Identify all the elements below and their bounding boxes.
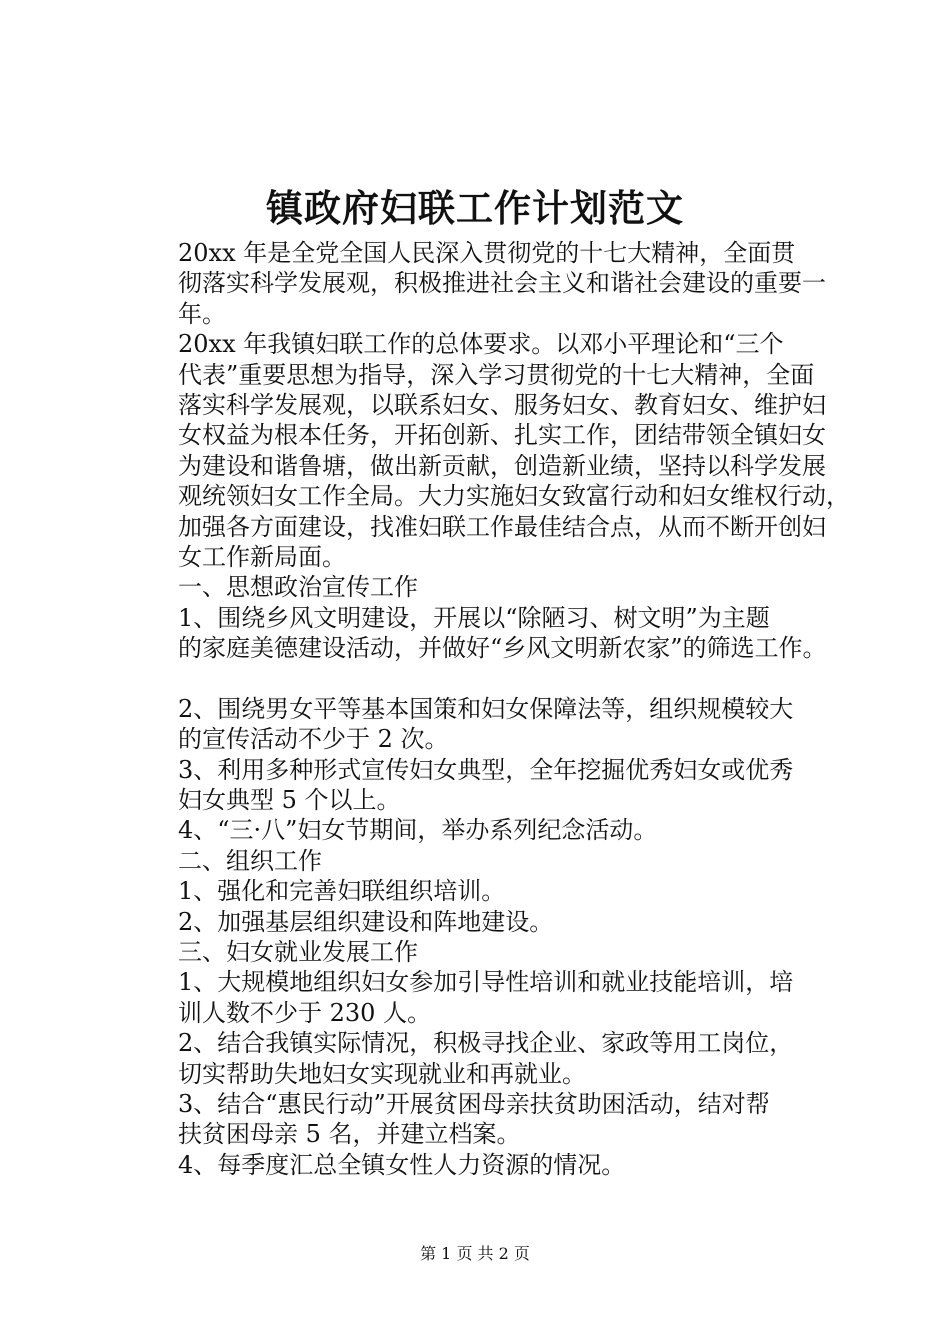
text-line: 3、结合“惠民行动”开展贫困母亲扶贫助困活动，结对帮 [178, 1089, 770, 1118]
list-item [130, 603, 830, 664]
text-line: 2、加强基层组织建设和阵地建设。 [178, 907, 554, 936]
text-line: 4、“三·八”妇女节期间，举办系列纪念活动。 [178, 816, 658, 845]
text-line: 的家庭美德建设活动，并做好“乡风文明新农家”的筛选工作。 [178, 634, 827, 663]
text-line: 20xx 年是全党全国人民深入贯彻党的十七大精神，全面贯 [178, 239, 796, 267]
list-item [130, 907, 830, 937]
list-item [130, 1028, 830, 1089]
page-footer [0, 1244, 950, 1264]
list-item [130, 967, 830, 1028]
text-line: 4、每季度汇总全镇女性人力资源的情况。 [178, 1150, 626, 1179]
text-line: 训人数不少于 230 人。 [178, 998, 432, 1027]
section-heading [130, 572, 830, 602]
text-line: 1、围绕乡风文明建设，开展以“除陋习、树文明”为主题 [178, 603, 770, 632]
document-title: 镇政府妇联工作计划范文 [266, 186, 684, 230]
section-heading [130, 846, 830, 876]
page-number-label: 第 1 页 共 2 页 [420, 1244, 530, 1263]
blank-line [130, 664, 830, 694]
list-item [130, 755, 830, 816]
text-line: 三、妇女就业发展工作 [178, 937, 418, 966]
text-line: 切实帮助失地妇女实现就业和再就业。 [178, 1059, 586, 1088]
text-line: 扶贫困母亲 5 名，并建立档案。 [178, 1120, 521, 1149]
text-line: 女权益为根本任务，开拓创新、扎实工作，团结带领全镇妇女 [178, 421, 826, 450]
text-line: 彻落实科学发展观，积极推进社会主义和谐社会建设的重要一 [178, 269, 826, 298]
text-line: 年。 [178, 299, 226, 328]
text-line: 观统领妇女工作全局。大力实施妇女致富行动和妇女维权行动， [178, 482, 850, 511]
text-line: 的宣传活动不少于 2 次。 [178, 725, 449, 754]
text-line: 2、结合我镇实际情况，积极寻找企业、家政等用工岗位， [178, 1029, 794, 1058]
text-line: 为建设和谐鲁塘，做出新贡献，创造新业绩，坚持以科学发展 [178, 451, 826, 480]
text-line: 落实科学发展观，以联系妇女、服务妇女、教育妇女、维护妇 [178, 391, 826, 420]
text-line: 加强各方面建设，找准妇联工作最佳结合点，从而不断开创妇 [178, 512, 826, 541]
text-line: 二、组织工作 [178, 846, 322, 875]
text-line: 妇女典型 5 个以上。 [178, 785, 401, 814]
text-line: 20xx 年我镇妇联工作的总体要求。以邓小平理论和“三个 [178, 330, 784, 359]
list-item [130, 1150, 830, 1180]
text-line: 女工作新局面。 [178, 543, 346, 572]
text-line: 2、围绕男女平等基本国策和妇女保障法等，组织规模较大 [178, 694, 794, 723]
text-line: 代表”重要思想为指导，深入学习贯彻党的十七大精神，全面 [178, 360, 815, 389]
paragraph-general-requirements [130, 329, 850, 572]
text-line: 1、大规模地组织妇女参加引导性培训和就业技能培训，培 [178, 968, 794, 997]
list-item [130, 876, 830, 906]
list-item [130, 694, 830, 755]
text-line: 1、强化和完善妇联组织培训。 [178, 877, 506, 906]
document-body [130, 238, 850, 1180]
paragraph-intro [130, 238, 830, 329]
list-item [130, 815, 830, 845]
section-heading [130, 937, 830, 967]
text-line: 3、利用多种形式宣传妇女典型，全年挖掘优秀妇女或优秀 [178, 755, 794, 784]
list-item [130, 1089, 830, 1150]
text-line: 一、思想政治宣传工作 [178, 573, 418, 602]
